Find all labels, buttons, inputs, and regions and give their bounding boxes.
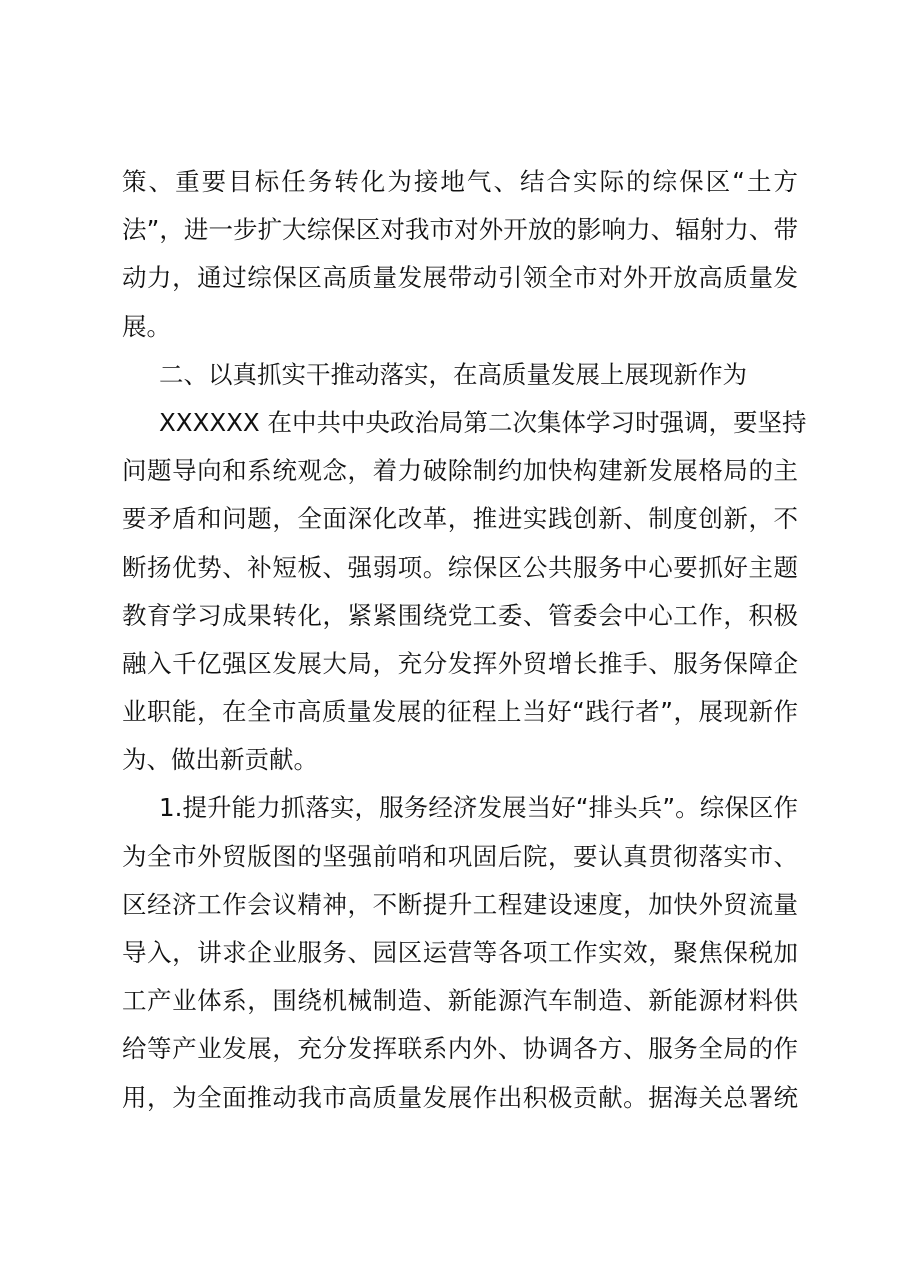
paragraph-line: 动力，通过综保区高质量发展带动引领全市对外开放高质量发: [122, 263, 798, 293]
paragraph-line: 融入千亿强区发展大局，充分发挥外贸增长推手、服务保障企: [122, 648, 798, 678]
paragraph-line: 1.提升能力抓落实，服务经济发展当好“排头兵”。综保区作: [159, 793, 798, 823]
document-body: [122, 158, 807, 1122]
paragraph-line: 断扬优势、补短板、强弱项。综保区公共服务中心要抓好主题: [122, 552, 798, 582]
paragraph-line: 教育学习成果转化，紧紧围绕党工委、管委会中心工作，积极: [122, 600, 798, 630]
paragraph-line: 业职能，在全市高质量发展的征程上当好“践行者”，展现新作: [122, 697, 798, 727]
paragraph-line: 为全市外贸版图的坚强前哨和巩固后院，要认真贯彻落实市、: [122, 841, 798, 871]
paragraph-line: 要矛盾和问题，全面深化改革，推进实践创新、制度创新，不: [122, 504, 798, 534]
paragraph-line: 策、重要目标任务转化为接地气、结合实际的综保区“土方: [122, 167, 798, 196]
paragraph-line: 区经济工作会议精神，不断提升工程建设速度，加快外贸流量: [122, 889, 798, 919]
paragraph-line: XXXXXX 在中共中央政治局第二次集体学习时强调，要坚持: [159, 407, 807, 437]
section-heading: 二、以真抓实干推动落实，在高质量发展上展现新作为: [159, 359, 747, 389]
paragraph-line: 为、做出新贡献。: [122, 745, 318, 775]
paragraph-line: 给等产业发展，充分发挥联系内外、协调各方、服务全局的作: [122, 1034, 798, 1064]
paragraph-line: 展。: [122, 311, 171, 341]
paragraph-line: 用，为全面推动我市高质量发展作出积极贡献。据海关总署统: [122, 1082, 798, 1112]
paragraph-line: 法”，进一步扩大综保区对我市对外开放的影响力、辐射力、带: [122, 215, 798, 245]
paragraph-line: 问题导向和系统观念，着力破除制约加快构建新发展格局的主: [122, 456, 798, 486]
paragraph-line: 工产业体系，围绕机械制造、新能源汽车制造、新能源材料供: [122, 986, 798, 1016]
paragraph-line: 导入，讲求企业服务、园区运营等各项工作实效，聚焦保税加: [122, 938, 798, 967]
